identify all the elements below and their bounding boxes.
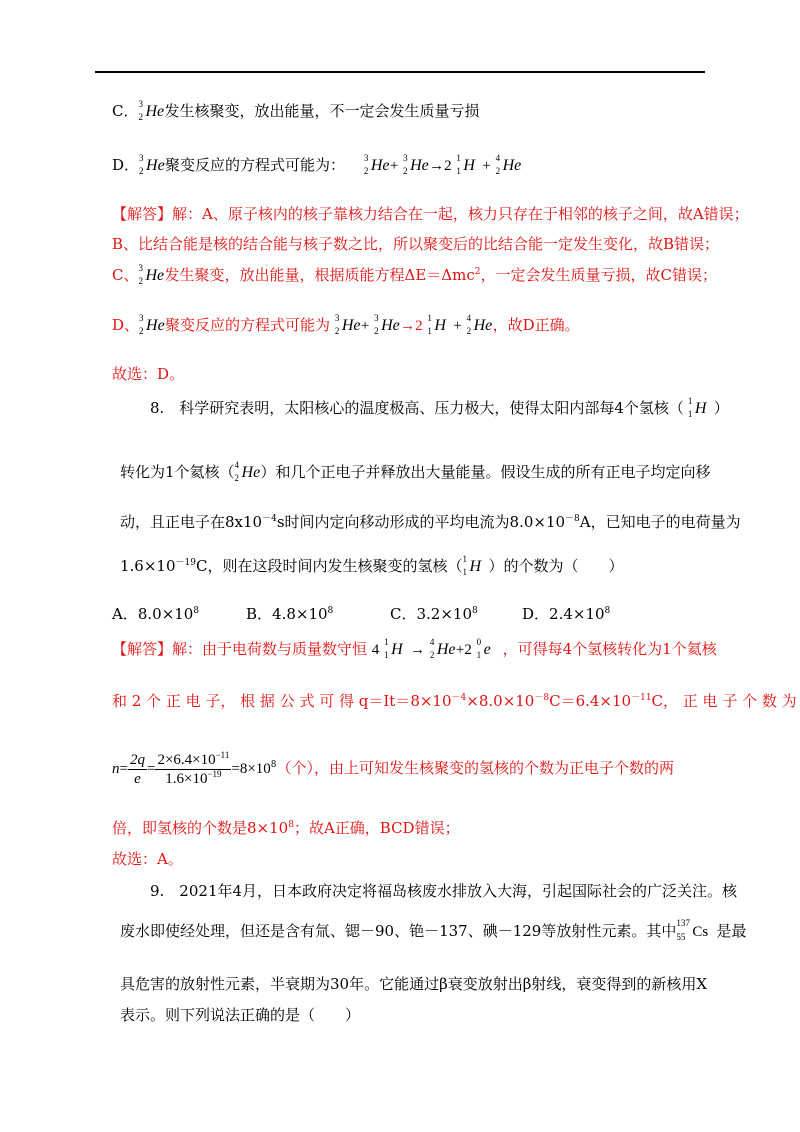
he3-nuclide: 3 2 He [139, 153, 165, 176]
fraction-values: $\frac{2\times 6.4\times 10^{-11}}{1.6\times 10^{-19}}$ [157, 749, 230, 787]
answer-line: 倍，即氢核的个数是$8\times 10^8$；故A正确，BCD错误； [112, 819, 460, 837]
option-b: B．$4.8\times 10^8$ [246, 605, 334, 623]
question-8-line: $1.6\times 10^{-19}C$，则在这段时间内发生核聚变的氢核（ 1 1 H ）的个数为（ ） [120, 554, 624, 577]
answer-choice: 故选：A。 [112, 850, 183, 868]
question-9-line: 废水即使经处理，但还是含有氚、锶－90、铯－137、碘－129等放射性元素。其中 137 55 Cs 是最 [120, 918, 747, 942]
fraction-2q-e: $\frac{2q}{e}$ [129, 751, 145, 787]
question-8-line: 转化为1个氦核（ 4 2 He ）和几个正电子并释放出大量能量。假设生成的所有正电子均定向移 [120, 460, 711, 483]
question-8-line: 动，且正电子在$8x10^{-4}s$时间内定向移动形成的平均电流为$8.0\times 10^{-8}A$，已知电子的电荷量为 [120, 513, 741, 531]
he3-nuclide: 3 2 He [374, 313, 400, 336]
he3-nuclide: 3 2 He [139, 313, 165, 336]
h1-nuclide: 1 1 H [687, 396, 707, 419]
question-8: 8. 科学研究表明，太阳核心的温度极高、压力极大，使得太阳内部每4个氢核（ 1 1 H ） [150, 396, 729, 419]
he3-nuclide: 3 2 He [138, 99, 165, 122]
option-d: D．$2.4\times 10^8$ [522, 605, 611, 623]
answer-choice: 故选：D。 [112, 365, 185, 383]
h1-nuclide: 1 1 H [427, 313, 446, 336]
option-a: A．$8.0\times 10^8$ [112, 605, 200, 623]
option-c: C． 3 2 He 发生核聚变，放出能量，不一定会发生质量亏损 [112, 99, 480, 122]
he4-nuclide: 4 2 He [429, 637, 456, 660]
question-9-line: 表示。则下列说法正确的是（ ） [120, 1006, 361, 1024]
answer-line: D、 3 2 He 聚变反应的方程式可能为 3 2 He + 3 2 He →2 1 1 H + 4 2 He ，故D正确。 [112, 313, 580, 336]
h1-nuclide: 1 1 H [456, 153, 475, 176]
he3-nuclide: 3 2 He [334, 313, 361, 336]
he3-nuclide: 3 2 He [363, 153, 390, 176]
cs137-nuclide: 137 55 Cs [676, 918, 709, 942]
option-c: C．$3.2\times 10^8$ [390, 605, 478, 623]
answer-line: 【解答】解：由于电荷数与质量数守恒 4 1 1 H → 4 2 He +2 0 1 e ，可得每4个氢核转化为1个氦核 [112, 637, 717, 660]
he3-nuclide: 3 2 He [403, 153, 429, 176]
he4-nuclide: 4 2 He [495, 153, 522, 176]
question-9: 9. 2021年4月，日本政府决定将福岛核废水排放入大海，引起国际社会的广泛关注。核 [150, 882, 738, 900]
question-9-line: 具危害的放射性元素，半衰期为30年。它能通过β衰变放射出β射线，衰变得到的新核用X [120, 975, 708, 993]
answer-line: B、比结合能是核的结合能与核子数之比，所以聚变后的比结合能一定发生变化，故B错误； [112, 235, 720, 253]
positron-count-equation: n= $\frac{2q}{e}$ = $\frac{2\times 6.4\times 10^{-11}}{1.6\times 10^{-19}}$ $=8\times 10^8$（个），由上可知发生核聚变的氢核的个数为正电子个数的两 [112, 749, 675, 787]
header-rule [95, 71, 705, 73]
he4-nuclide: 4 2 He [466, 313, 493, 336]
positron-symbol: 0 1 e [476, 637, 491, 660]
h1-nuclide: 1 1 H [462, 554, 482, 577]
h1-nuclide: 1 1 H [384, 637, 403, 660]
answer-line: C、 3 2 He 发生聚变，放出能量，根据质能方程ΔE＝Δmc$^2$，一定会发生质量亏损，故C错误； [112, 263, 717, 286]
he3-nuclide: 3 2 He [138, 263, 165, 286]
answer-line: 和 2 个 正 电 子， 根 据 公 式 可 得 $q=It=8\times 10^{-4}\times 8.0\times 10^{-8}C=6.4\times 10^{-11}C$， 正 电 子 个 数 为 [112, 692, 797, 710]
answer-line: 【解答】解：A、原子核内的核子靠核力结合在一起，核力只存在于相邻的核子之间，故A错误； [112, 205, 749, 223]
option-d: D． 3 2 He 聚变反应的方程式可能为： 3 2 He + 3 2 He →2 1 1 H + 4 2 He [112, 153, 522, 176]
he4-nuclide: 4 2 He [234, 460, 261, 483]
